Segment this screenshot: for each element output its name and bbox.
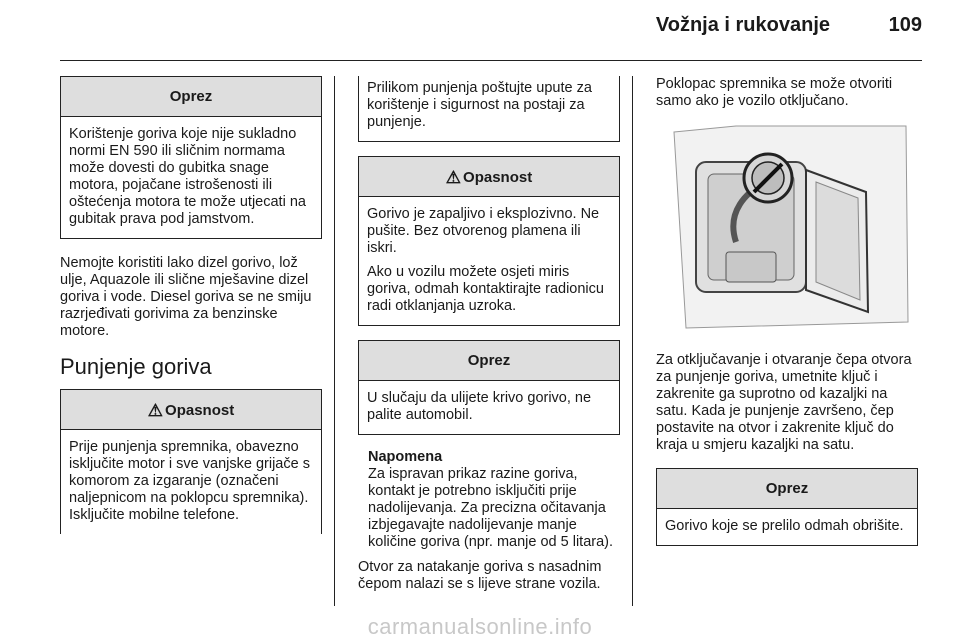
caution-box bbox=[358, 340, 620, 435]
body-paragraph: Otvor za natakanje goriva s nasadnim čepom nalazi se s lijeve strane vozila. bbox=[358, 559, 602, 592]
note-title: Napomena bbox=[368, 449, 443, 465]
page-header-title: Vožnja i rukovanje bbox=[655, 14, 830, 36]
note-text: Za ispravan prikaz razine goriva, kontakt je potrebno isključiti prije nadolijevanja. Za precizna očitavanja izbjegavajte nadolijevanje manje količine goriva (npr. manje od 5 litara). bbox=[368, 466, 614, 550]
watermark: carmanualsonline.info bbox=[367, 614, 593, 639]
caution-box bbox=[60, 76, 322, 239]
caution-title: Oprez bbox=[657, 469, 917, 509]
header-rule bbox=[60, 60, 922, 61]
danger-text: Prije punjenja spremnika, obavezno isključite motor i sve vanjske grijače s komorom za izgaranje (označeni naljepnicom na poklopcu spremnika). Isključite mobilne telefone. bbox=[69, 439, 310, 523]
column-separator bbox=[334, 76, 335, 606]
danger-title: ⚠ Opasnost bbox=[61, 390, 321, 430]
caution-box bbox=[656, 468, 918, 546]
column-separator bbox=[632, 76, 633, 606]
danger-text: Ako u vozilu možete osjeti miris goriva, odmah kontaktirajte radionicu radi otklanjanja uzroka. bbox=[367, 264, 604, 314]
danger-box bbox=[60, 389, 322, 534]
column-2 bbox=[358, 76, 620, 593]
danger-box bbox=[358, 156, 620, 326]
body-paragraph: Poklopac spremnika se može otvoriti samo ako je vozilo otključano. bbox=[656, 76, 893, 109]
danger-text: Gorivo je zapaljivo i eksplozivno. Ne pušite. Bez otvorenog plamena ili iskri. bbox=[367, 206, 600, 256]
section-heading: Punjenje goriva bbox=[60, 354, 212, 379]
column-3 bbox=[656, 76, 918, 546]
caution-title: Oprez bbox=[359, 341, 619, 381]
danger-continued-text: Prilikom punjenja poštujte upute za korištenje i sigurnost na postaji za punjenje. bbox=[367, 80, 592, 130]
continued-danger-box bbox=[358, 76, 620, 142]
caution-title: Oprez bbox=[61, 77, 321, 117]
body-paragraph: Za otključavanje i otvaranje čepa otvora za punjenje goriva, umetnite ključ i zakrenite ga suprotno od kazaljki na satu. Kada je punjenje završeno, čep postavite na otvor i zakrenite ključ do kraja u smjeru kazaljki na satu. bbox=[656, 352, 912, 453]
column-1 bbox=[60, 76, 322, 534]
danger-title: ⚠ Opasnost bbox=[359, 157, 619, 197]
caution-text: Korištenje goriva koje nije sukladno normi EN 590 ili sličnim normama može dovesti do gubitka snage motora, pojačane istrošenosti ili oštećenja motora te može utjecati na gubitak prava pod jamstvom. bbox=[69, 126, 306, 227]
caution-text: U slučaju da ulijete krivo gorivo, ne palite automobil. bbox=[367, 390, 592, 423]
body-paragraph: Nemojte koristiti lako dizel gorivo, lož ulje, Aquazole ili slične mješavine dizel goriva i vode. Diesel goriva se ne smiju razrjeđivati gorivima za benzinske motore. bbox=[60, 255, 312, 339]
warning-icon: ⚠ bbox=[445, 168, 462, 187]
caution-text: Gorivo koje se prelilo odmah obrišite. bbox=[665, 518, 904, 534]
page-number: 109 bbox=[888, 14, 922, 36]
fuel-flap-illustration-icon bbox=[656, 122, 918, 332]
warning-icon: ⚠ bbox=[147, 401, 164, 420]
